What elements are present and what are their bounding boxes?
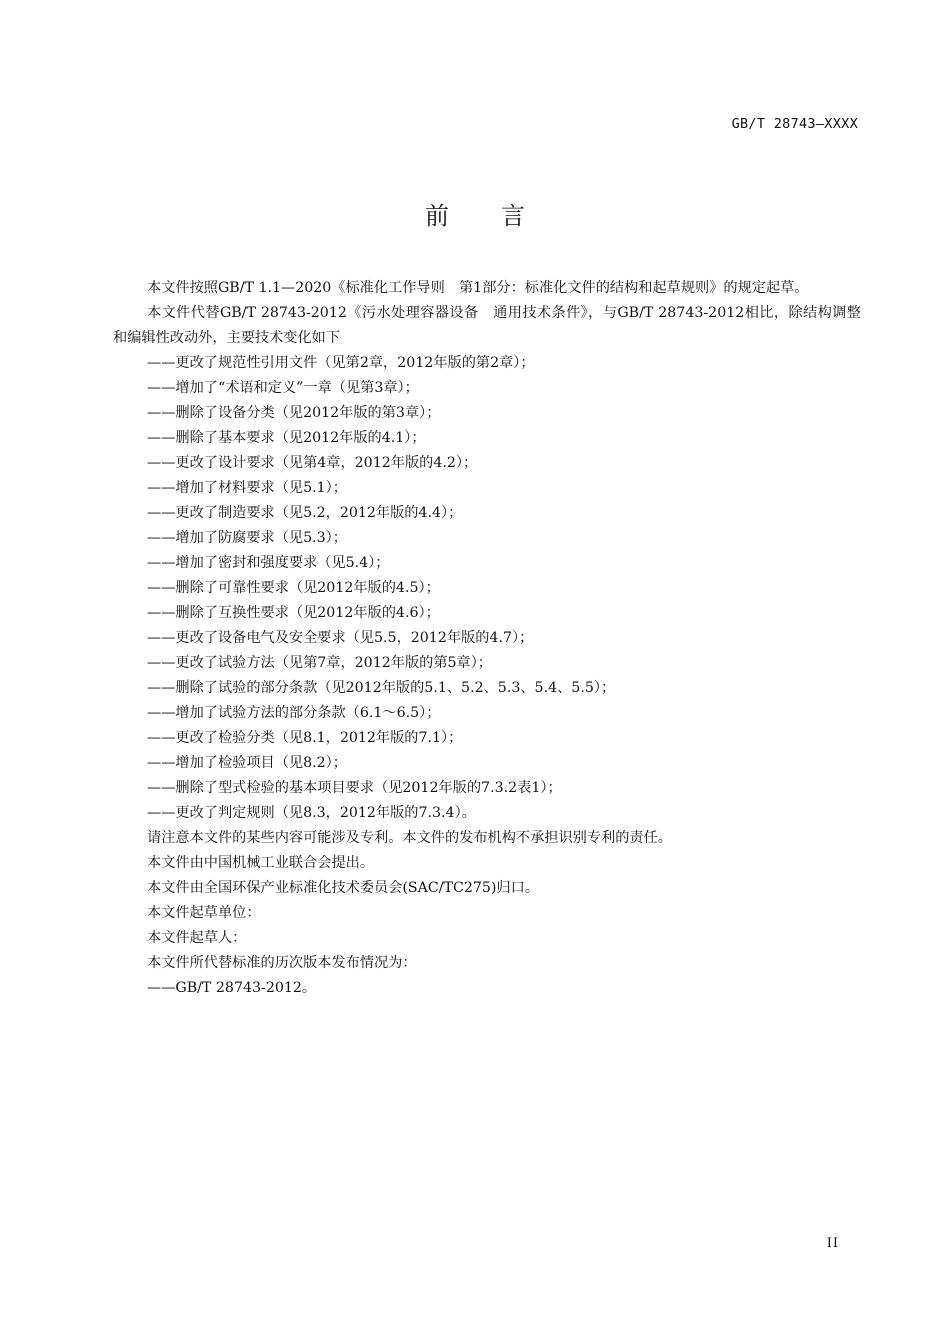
intro-paragraph: 本文件按照GB/T 1.1—2020《标准化工作导则 第1部分：标准化文件的结构和起草规则》的规定起草。 — [147, 280, 809, 296]
list-item: ——增加了检验项目（见8.2）； — [147, 755, 347, 771]
intro-paragraph: 本文件代替GB/T 28743-2012《污水处理容器设备 通用技术条件》，与GB/T 28743-2012相比，除结构调整和编辑性改动外，主要技术变化如下 — [113, 305, 861, 346]
list-item: ——更改了设计要求（见第4章，2012年版的4.2）； — [147, 455, 478, 471]
drafting-units: 本文件起草单位： — [147, 905, 261, 921]
page-number: II — [826, 1236, 839, 1251]
list-item: ——增加了防腐要求（见5.3）； — [147, 530, 347, 546]
list-item: ——增加了材料要求（见5.1）； — [147, 480, 347, 496]
page-title: 前言 — [425, 202, 577, 230]
list-item: ——增加了试验方法的部分条款（6.1～6.5）； — [147, 705, 441, 721]
list-item: ——删除了试验的部分条款（见2012年版的5.1、5.2、5.3、5.4、5.5）； — [147, 680, 616, 696]
drafters: 本文件起草人： — [147, 930, 247, 946]
list-item: ——更改了制造要求（见5.2，2012年版的4.4）； — [147, 505, 463, 521]
committee-statement: 本文件由全国环保产业标准化技术委员会(SAC/TC275)归口。 — [147, 880, 540, 896]
list-item: ——更改了检验分类（见8.1，2012年版的7.1）； — [147, 730, 463, 746]
list-item: ——删除了互换性要求（见2012年版的4.6）； — [147, 605, 440, 621]
list-item: ——删除了可靠性要求（见2012年版的4.5）； — [147, 580, 440, 596]
list-item: ——增加了密封和强度要求（见5.4）； — [147, 555, 390, 571]
patent-notice: 请注意本文件的某些内容可能涉及专利。本文件的发布机构不承担识别专利的责任。 — [147, 830, 672, 846]
list-item: ——更改了规范性引用文件（见第2章，2012年版的第2章）； — [147, 355, 535, 371]
list-item: ——增加了“术语和定义”一章（见第3章）； — [147, 380, 419, 396]
list-item: ——更改了判定规则（见8.3，2012年版的7.3.4）。 — [147, 805, 476, 821]
list-item: ——更改了试验方法（见第7章，2012年版的第5章）； — [147, 655, 492, 671]
version-history-heading: 本文件所代替标准的历次版本发布情况为： — [147, 955, 417, 971]
changes-list — [113, 351, 861, 826]
version-history-item: ——GB/T 28743-2012。 — [147, 980, 317, 996]
standard-number: GB/T 28743—XXXX — [731, 116, 858, 132]
list-item: ——删除了设备分类（见2012年版的第3章）； — [147, 405, 441, 421]
document-body — [113, 276, 861, 1001]
proposer-statement: 本文件由中国机械工业联合会提出。 — [147, 855, 375, 871]
list-item: ——删除了型式检验的基本项目要求（见2012年版的7.3.2表1）； — [147, 780, 562, 796]
list-item: ——删除了基本要求（见2012年版的4.1）； — [147, 430, 426, 446]
list-item: ——更改了设备电气及安全要求（见5.5，2012年版的4.7）； — [147, 630, 534, 646]
